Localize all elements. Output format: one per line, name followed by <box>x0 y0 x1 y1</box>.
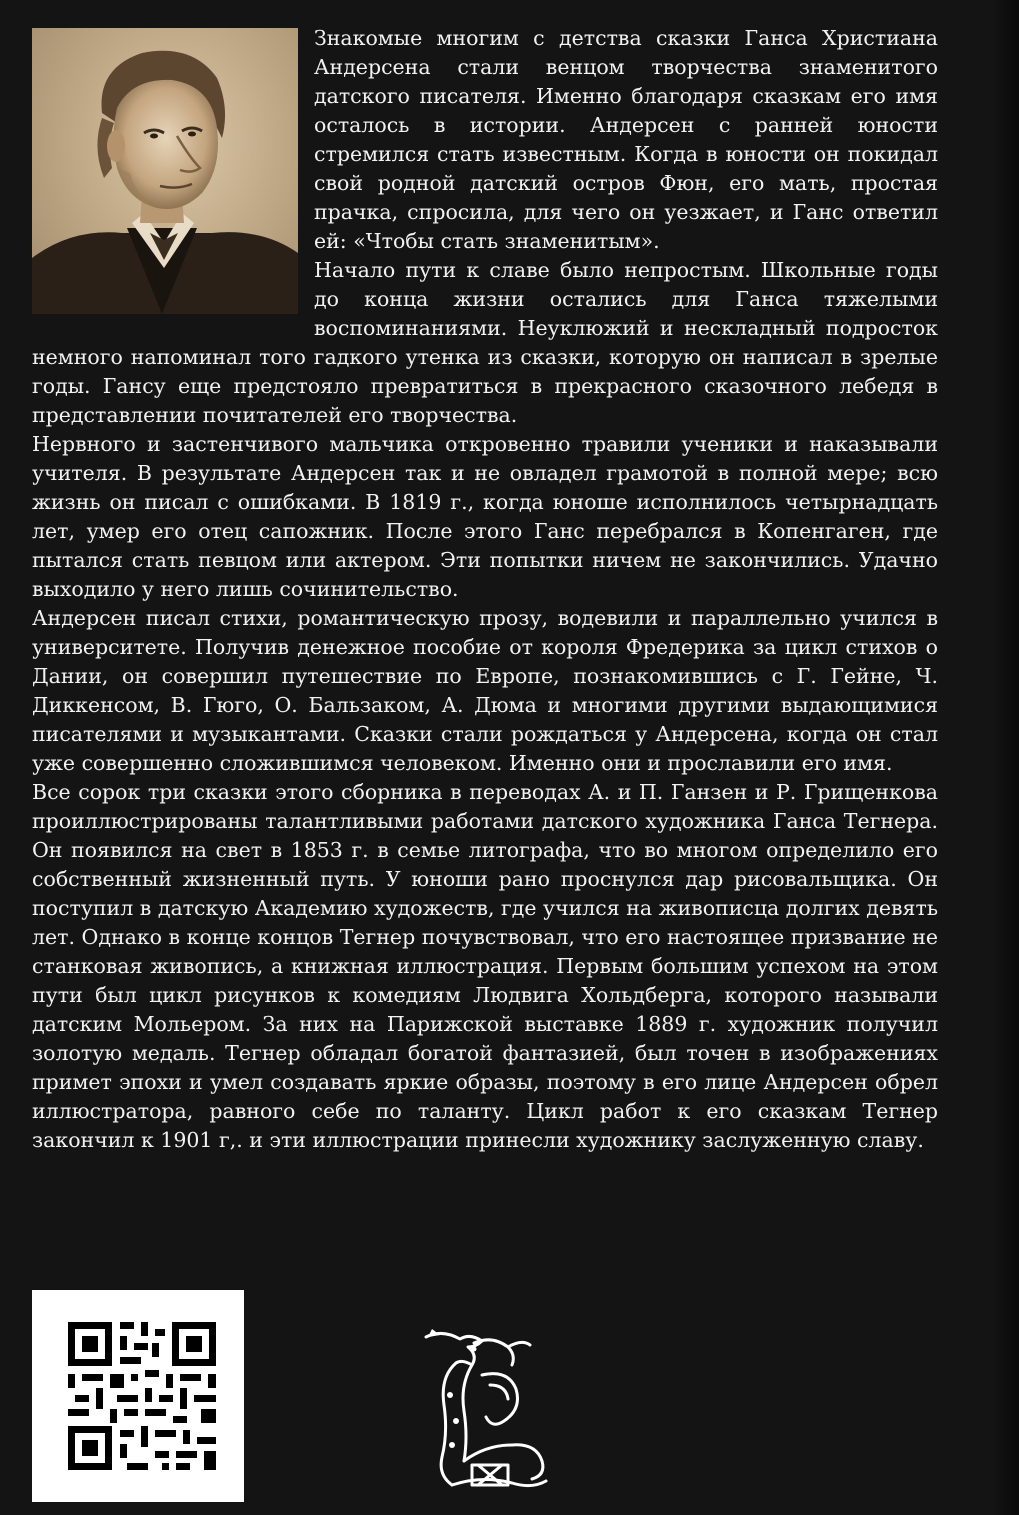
paragraph-intro: Знакомые многим с детства сказки Ганса Христиана Андерсена стали венцом творчества знаменитого датского писателя. Именно благодаря сказкам его имя осталось в истории. Андерсен с ранней юности стремился стать известным. Когда в юности он покидал свой родной датский остров Фюн, его мать, простая прачка, спросила, для чего он уезжает, и Ганс ответил ей: «Чтобы стать знаменитым». <box>314 26 938 253</box>
paragraph-school: Нервного и застенчивого мальчика откровенно травили ученики и наказывали учителя. В результате Андерсен так и не овладел грамотой в полной мере; всю жизнь он писал с ошибками. В 1819 г., когда юноше исполнилось четырнадцать лет, умер его отец сапожник. После этого Ганс перебрался в Копенгаген, где пытался стать певцом или актером. Эти попытки ничем не закончились. Удачно выходило у него лишь сочинительство. <box>32 432 938 601</box>
dragon-logo-icon <box>412 1325 562 1495</box>
paragraph-writing: Андерсен писал стихи, романтическую прозу, водевили и параллельно учился в университете. Получив денежное пособие от короля Фредерика за цикл стихов о Дании, он совершил путешествие по Европе, познакомившись с Г. Гейне, Ч. Диккенсом, В. Гюго, О. Бальзаком, А. Дюма и многими другими выдающимися писателями и музыкантами. Сказки стали рождаться у Андерсена, когда он стал уже совершенно сложившимся человеком. Именно они и прославили его имя. <box>32 606 938 775</box>
andersen-portrait <box>32 28 298 314</box>
portrait-image <box>32 28 298 314</box>
paragraph-early-years: Начало пути к славе было непростым. Школьные годы до конца жизни остались для Ганса тяжелыми воспоминаниями. Неуклюжий и нескладный подросток немного напоминал того гадкого утенка из сказки, которую он написал в зрелые годы. Гансу еще предстояло превратиться в прекрасного сказочного лебедя в представлении почитателей его творчества. <box>32 258 938 427</box>
qr-code[interactable] <box>32 1290 244 1502</box>
description-text <box>32 24 938 1155</box>
qr-code-icon <box>32 1290 244 1502</box>
page-edge-shadow <box>991 0 1019 1515</box>
publisher-logo <box>412 1325 562 1495</box>
paragraph-illustrator: Все сорок три сказки этого сборника в переводах А. и П. Ганзен и Р. Грищенкова проиллюстрированы талантливыми работами датского художника Ганса Тегнера. Он появился на свет в 1853 г. в семье литографа, что во многом определило его собственный жизненный путь. У юноши рано проснулся дар рисовальщика. Он поступил в датскую Академию художеств, где учился на живописца долгих девять лет. Однако в конце концов Тегнер почувствовал, что его настоящее призвание не станковая живопись, а книжная иллюстрация. Первым большим успехом на этом пути был цикл рисунков к комедиям Людвига Хольдберга, которого называли датским Мольером. За них на Парижской выставке 1889 г. художник получил золотую медаль. Тегнер обладал богатой фантазией, был точен в изображениях примет эпохи и умел создавать яркие образы, поэтому в его лице Андерсен обрел иллюстратора, равного себе по таланту. Цикл работ к его сказкам Тегнер закончил к 1901 г,. и эти иллюстрации принесли художнику заслуженную славу. <box>32 780 938 1152</box>
